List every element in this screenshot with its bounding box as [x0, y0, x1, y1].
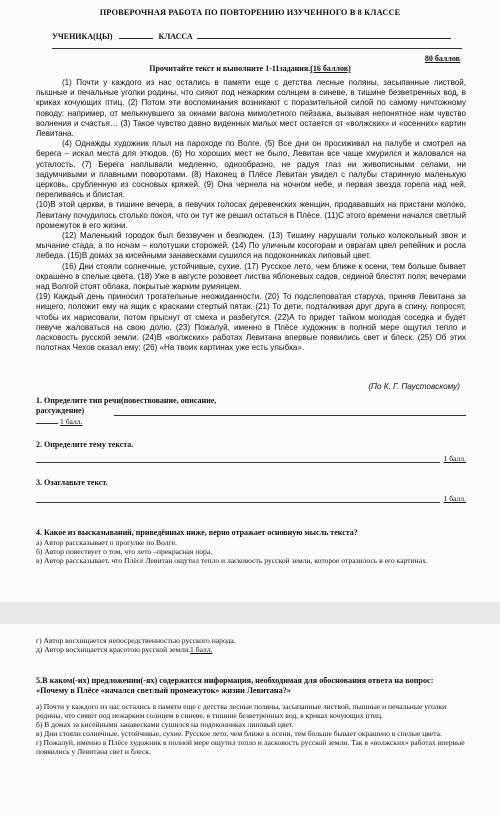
question-4-option-a: а) Автор рассказывает о прогулке по Волге.: [36, 537, 177, 547]
instruction-points: (16 баллов): [310, 64, 351, 73]
worksheet-title: ПРОВЕРОЧНАЯ РАБОТА ПО ПОВТОРЕНИЮ ИЗУЧЕННОГО В 8 КЛАССЕ: [99, 8, 401, 17]
question-4-text: 4. Какое из высказываний, приведённых ниже, верно отражает основную мысль текста?: [36, 528, 358, 537]
question-3-points: 1 балл.: [443, 493, 466, 503]
paragraph-2: (4) Однажды художник плыл на пароходе по Волге. (5) Все дни он просиживал на палубе и смотрел на берега – искал места для этюдов. (6) Но хороших мест не было, Левитан все чаще хмурился и жаловался на усталость. (7) Берега наплывали медленно, однообразно, не радуя глаз ни живописными селами, ни задумчивыми и плавными поворотами. (8) Наконец в Плёсе Левитан увидел с палубы старинную маленькую церковь, срубленную из сосновых кряжей. (9) Она чернела на ночном небе, и первая звезда горела над ней, переливаясь и блистая.: [36, 139, 466, 200]
question-4-points: 1 балл.: [190, 645, 213, 654]
question-1-points: 1 балл.: [60, 417, 83, 427]
student-line: [52, 30, 451, 41]
question-2-text: 2. Определите тему текста.: [36, 440, 134, 449]
question-4: [36, 528, 466, 565]
question-5-option-d: г) Пожалуй, именно в Плёсе художник в полной мере ощутил тепло и ласковость русской земли. Так в «волжских» работах впервые появились у Левитана свет и блеск.: [36, 738, 465, 756]
student-label: УЧЕНИКА(ЦЫ): [52, 32, 113, 41]
question-5: [36, 676, 466, 756]
header-underline: [52, 48, 462, 49]
worksheet-page-2: [0, 624, 500, 816]
paragraph-3: (10)В этой церкви, в тишине вечера, в певучих голосах деревенских женщин, продававших на пристани молоко, Левитану почудилось столько покоя, что он тут же решил остаться в Плёсе. (11)С этого времени начался светлый промежуток в его жизни.: [36, 200, 466, 230]
total-score: 80 баллов: [424, 54, 460, 63]
answer-line-2: [36, 461, 440, 463]
reading-text: [36, 78, 466, 353]
question-4-option-d: г) Автор восхищается непосредственностью русского народа.: [36, 636, 236, 645]
instruction: [0, 64, 500, 73]
question-5-text: 5.В каком(-их) предложении(-ях) содержится информация, необходимая для обоснования ответа на вопрос: «Почему в Плёсе «начался светлый промежуток» жизни Левитана?»: [36, 676, 434, 695]
question-2-points: 1 балл.: [443, 453, 466, 463]
question-1-text: 1. Определите тип речи(повествование, описание, рассуждение): [36, 396, 217, 415]
paragraph-1: (1) Почти у каждого из нас остались в памяти еще с детства лесные поляны, засыпанные листвой, пышные и печальные уголки родины, что сияют под нежарким солнцем в синеве, в тишине безветренных вод, в криках кочующих птиц. (2) Потом эти воспоминания возникают с поразительной силой по самому ничтожному поводу: например, от мелькнувшего за окнами вагона мимолетного пейзажа, вызывая непонятное нам чувство волнения и счастья… (3) Такое чувство давно виденных милых мест остается от «волжских» и «осенних» картин Левитана.: [36, 78, 466, 139]
page-gap: [0, 602, 500, 624]
class-label: КЛАССА: [158, 32, 193, 41]
question-2: [36, 440, 466, 463]
class-blank: [197, 30, 451, 39]
question-4-continued: [36, 636, 466, 654]
answer-line-1: [114, 414, 466, 416]
student-blank-1: [119, 30, 153, 39]
question-5-option-a: а) Почти у каждого из нас остались в памяти еще с детства лесные поляны, засыпанные листвой, пышные и печальные уголки родины, что сияют под нежарким солнцем в синеве, в тишине безветренных вод, в криках кочующих птиц.: [36, 702, 447, 720]
paragraph-5: (16) Дни стояли солнечные, устойчивые, сухие. (17) Русское лето, чем ближе к осени, тем больше бывает окрашено в спелые цвета. (18) Уже в августе розовеет листва яблоневых садов, сединой блестят поля; вечерами над Волгой стоят облака, покрытые жарким румянцем.: [36, 261, 466, 292]
paragraph-4: (12) Маленький городок был беззвучен и безлюден. (13) Тишину нарушали только колокольный звон и мычание стада, а по ночам – колотушки сторожей. (14) По уличным косогорам и оврагам цвел репейник и росла лебеда. (15)В домах за кисейными занавесками сушился на подоконниках липовый цвет.: [36, 231, 466, 261]
answer-line-3: [36, 501, 440, 503]
question-5-option-c: в) Дни стояли солнечные, устойчивые, сухие. Русское лето, чем ближе к осени, тем больше бывает окрашено в спелые цвета.: [36, 729, 442, 738]
author-attribution: (По К. Г. Паустовскому): [368, 382, 460, 391]
question-1: [36, 396, 466, 427]
instruction-text: Прочитайте текст и выполните 1-11задания.: [149, 64, 311, 73]
question-3: [36, 478, 466, 503]
question-4-option-e: д) Автор восхищается красотою русской земли.: [36, 645, 191, 654]
question-5-option-b: б) В домах за кисейными занавесками сушился на подоконниках липовый цвет.: [36, 720, 294, 729]
question-4-option-c: в) Автор рассказывает, что Плёсе Левитан ощутил тепло и ласковость русской земли, которое отразилось в его картинах.: [36, 555, 428, 565]
paragraph-6: (19) Каждый день приносил трогательные неожиданности. (20) То подслеповатая старуха, приняв Левитана за нищего, положит ему на ящик с красками стертый пятак. (21) То дети, подталкивая друг друга в спину, попросят, чтобы их нарисовали, потом прыснут от смеха и разбегутся. (22)А то придет тайком молодая соседка и будет певуче жаловаться на свою долю. (23) Пожалуй, именно в Плёсе художник в полной мере ощутил тепло и ласковость русской земли. (24)В «волжских» работах Левитана впервые появились свет и блеск. (25) Об этих полотнах Чехов сказал ему: (26) «На твоих картинах уже есть улыбка».: [36, 292, 466, 353]
question-3-text: 3. Озаглавьте текст.: [36, 478, 108, 487]
question-4-option-b: б) Автор повествует о том, что лето –прекрасная пора.: [36, 546, 213, 556]
